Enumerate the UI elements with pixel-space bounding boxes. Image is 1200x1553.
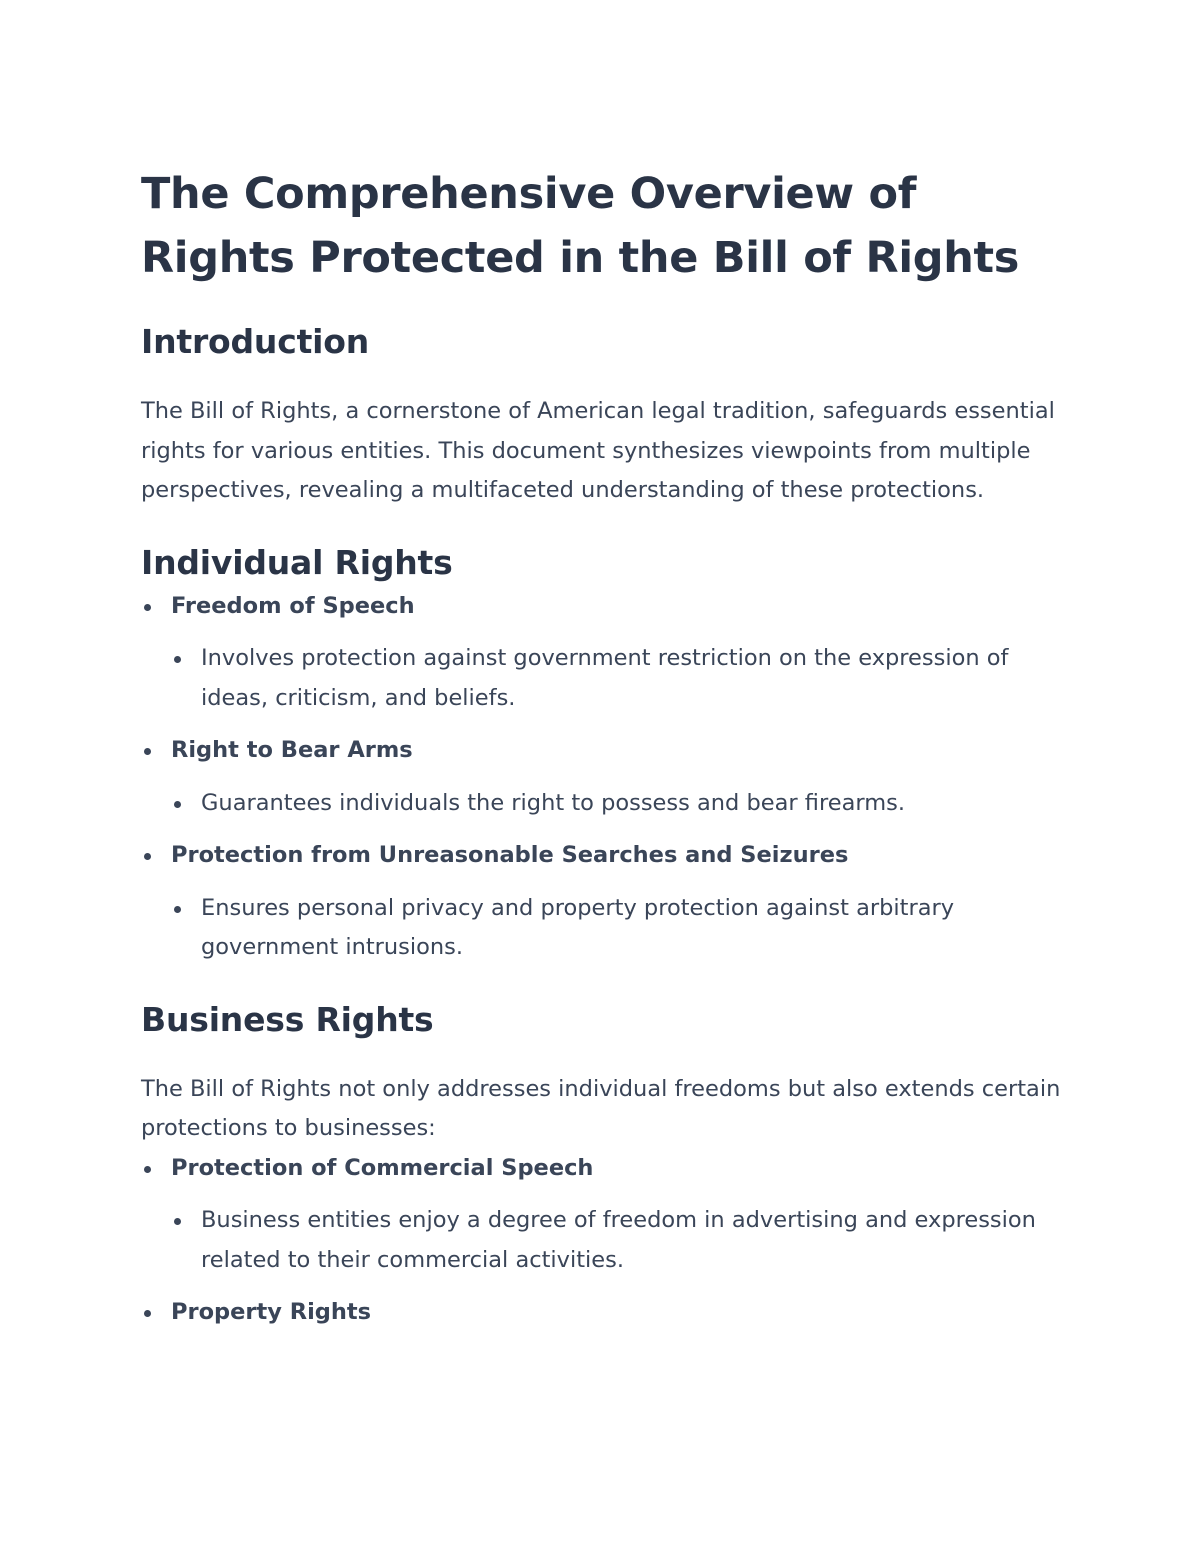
sub-list-item: Involves protection against government restriction on the expression of ideas, criticism, and beliefs. (171, 639, 1061, 718)
document-title: The Comprehensive Overview of Rights Protected in the Bill of Rights (141, 169, 1020, 283)
business-rights-paragraph: The Bill of Rights not only addresses individual freedoms but also extends certain protections to businesses: (141, 1075, 1061, 1141)
list-item-title: Freedom of Speech (171, 592, 415, 619)
sub-list (171, 889, 1061, 968)
list-item-right-to-bear-arms (141, 731, 1061, 823)
business-rights-list (141, 1149, 1061, 1333)
list-item-title: Right to Bear Arms (171, 737, 413, 763)
individual-rights-list (141, 587, 1061, 968)
sub-list (171, 784, 1061, 824)
list-item-commercial-speech (141, 1149, 1061, 1281)
sub-list-item: Ensures personal privacy and property protection against arbitrary government intrusions. (171, 889, 1061, 968)
introduction-heading: Introduction (141, 322, 370, 361)
list-item-title: Protection from Unreasonable Searches and Seizures (171, 842, 849, 868)
introduction-paragraph: The Bill of Rights, a cornerstone of American legal tradition, safeguards essential rights for various entities. This document synthesizes viewpoints from multiple perspectives, revealing a multifaceted understanding of these protections. (141, 398, 1055, 503)
business-rights-heading: Business Rights (141, 999, 434, 1039)
list-item-searches-and-seizures (141, 836, 1061, 968)
sub-list (171, 1201, 1061, 1280)
sub-list (171, 639, 1061, 718)
list-item-freedom-of-speech (141, 587, 1061, 719)
document-page (141, 162, 1061, 1333)
sub-list-item: Guarantees individuals the right to possess and bear firearms. (171, 784, 1061, 824)
individual-rights-heading: Individual Rights (141, 542, 453, 582)
list-item-title: Property Rights (171, 1299, 372, 1325)
list-item-property-rights (141, 1293, 1061, 1333)
sub-list-item: Business entities enjoy a degree of freedom in advertising and expression related to their commercial activities. (171, 1201, 1061, 1280)
list-item-title: Protection of Commercial Speech (171, 1154, 594, 1181)
